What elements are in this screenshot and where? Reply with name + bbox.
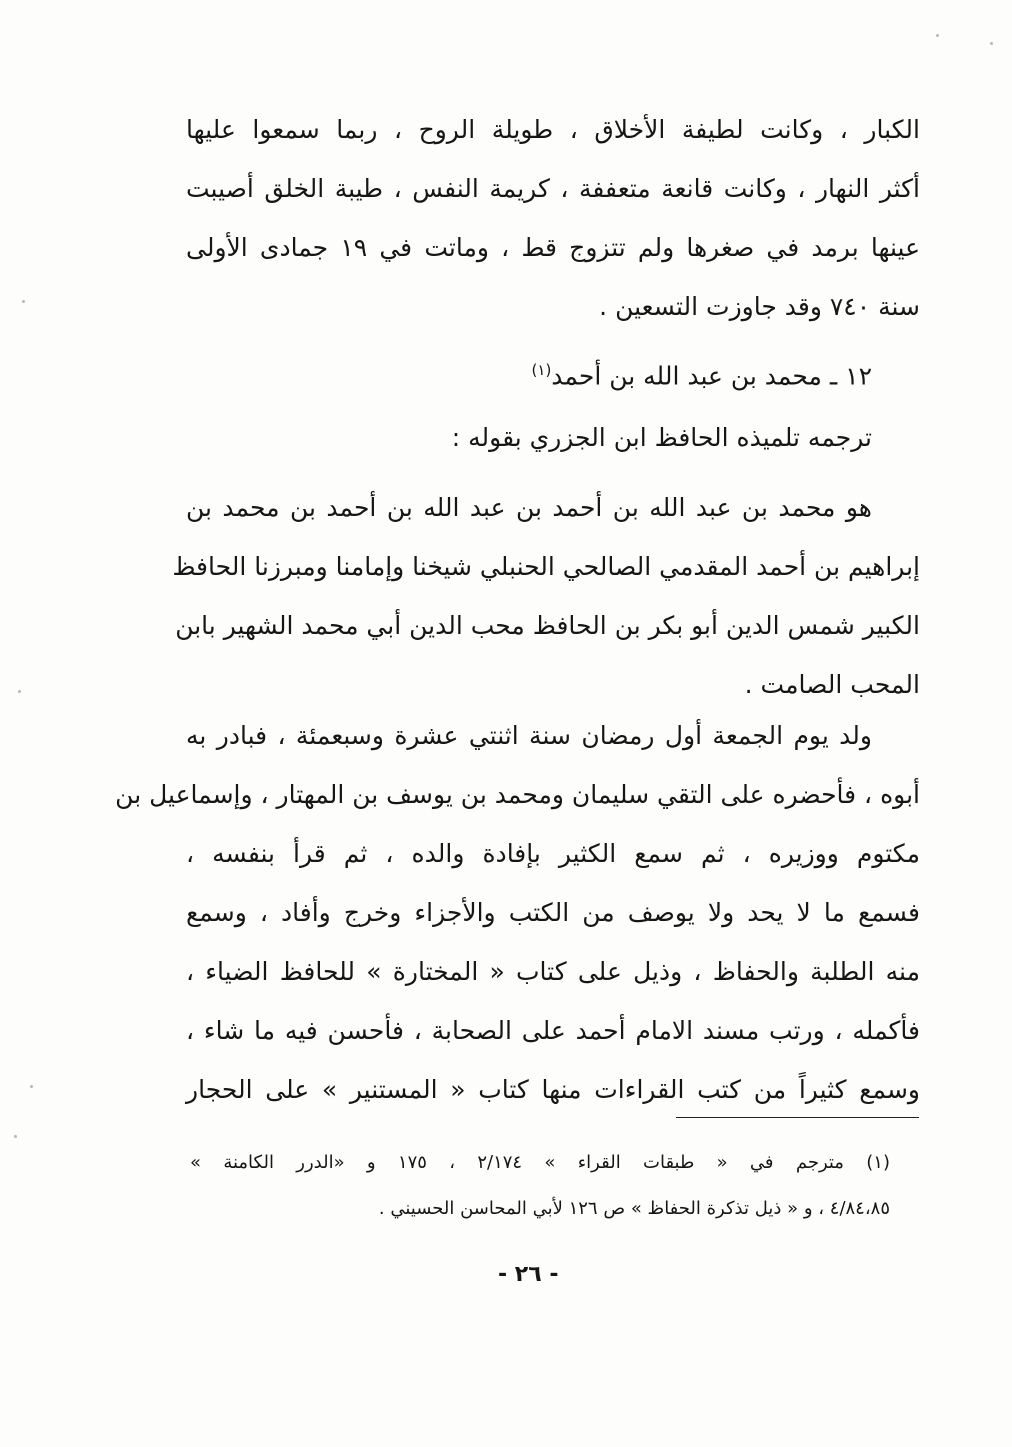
- text-line: سنة ٧٤٠ وقد جاوزت التسعين .: [599, 292, 920, 321]
- text-line: أبوه ، فأحضره على التقي سليمان ومحمد بن يوسف بن المهتار ، وإسماعيل بن: [115, 780, 920, 809]
- text-line: مكتوم ووزيره ، ثم سمع الكثير بإفادة والده ، ثم قرأ بنفسه ،: [186, 839, 920, 868]
- scan-speck: [18, 690, 21, 693]
- text-line: فأكمله ، ورتب مسند الامام أحمد على الصحابة ، فأحسن فيه ما شاء ،: [186, 1016, 920, 1045]
- scan-speck: [990, 42, 993, 45]
- footnotes: [190, 1140, 890, 1232]
- page-number: - ٢٦ -: [498, 1262, 559, 1287]
- text-line: الكبير شمس الدين أبو بكر بن الحافظ محب الدين أبي محمد الشهير بابن: [175, 611, 920, 640]
- text-line: إبراهيم بن أحمد المقدمي الصالحي الحنبلي شيخنا وإمامنا ومبرزنا الحافظ: [172, 552, 920, 581]
- text-line: الكبار ، وكانت لطيفة الأخلاق ، طويلة الروح ، ربما سمعوا عليها: [186, 115, 920, 144]
- scan-speck: [14, 1135, 17, 1138]
- scan-speck: [30, 1085, 33, 1088]
- text-line: وسمع كثيراً من كتب القراءات منها كتاب « المستنير » على الحجار: [186, 1075, 920, 1104]
- footnote-line: ٤/٨٤،٨٥ ، و « ذيل تذكرة الحفاظ » ص ١٢٦ لأبي المحاسن الحسيني .: [378, 1198, 890, 1219]
- text-line: هو محمد بن عبد الله بن أحمد بن عبد الله بن أحمد بن محمد بن: [186, 493, 872, 522]
- scan-speck: [936, 34, 939, 37]
- footnote-divider: [676, 1117, 919, 1118]
- paragraph-continued: [186, 100, 920, 336]
- text-line: المحب الصامت .: [744, 670, 920, 699]
- text-line: ولد يوم الجمعة أول رمضان سنة اثنتي عشرة وسبعمئة ، فبادر به: [186, 721, 872, 750]
- text-line: منه الطلبة والحفاظ ، وذيل على كتاب « المختارة » للحافظ الضياء ،: [186, 957, 920, 986]
- footnote-marker: (١): [531, 361, 552, 379]
- footnote-line: (١) مترجم في « طبقات القراء » ٢/١٧٤ ، ١٧٥ و «الدرر الكامنة »: [190, 1152, 890, 1173]
- text-line: أكثر النهار ، وكانت قانعة متعففة ، كريمة النفس ، طيبة الخلق أصيبت: [186, 174, 920, 203]
- scan-speck: [22, 300, 25, 303]
- text-line: فسمع ما لا يحد ولا يوصف من الكتب والأجزاء وخرج وأفاد ، وسمع: [186, 898, 920, 927]
- biography-paragraph: [172, 478, 920, 714]
- entry-heading-text: ١٢ ـ محمد بن عبد الله بن أحمد: [551, 361, 872, 391]
- text-line: عينها برمد في صغرها ولم تتزوج قط ، وماتت في ١٩ جمادى الأولى: [186, 233, 920, 262]
- entry-heading: [532, 350, 872, 396]
- birth-paragraph: [115, 706, 920, 1119]
- intro-line: ترجمه تلميذه الحافظ ابن الجزري بقوله :: [451, 423, 872, 452]
